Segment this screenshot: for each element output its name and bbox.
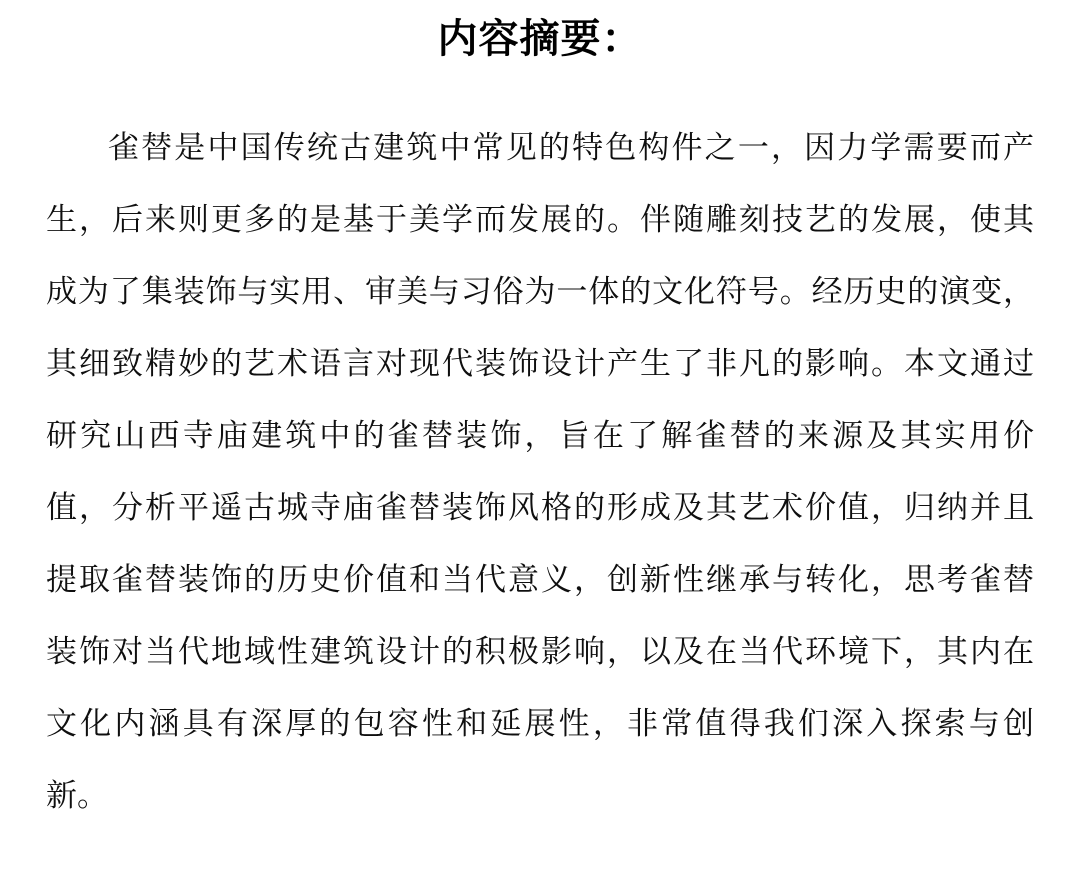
abstract-line: 新。 <box>46 778 108 813</box>
abstract-line: 装饰对当代地域性建筑设计的积极影响，以及在当代环境下，其内在 <box>46 634 1034 669</box>
page-title: 内容摘要： <box>437 17 643 61</box>
abstract-line: 雀替是中国传统古建筑中常见的特色构件之一，因力学需要而产 <box>108 130 1034 165</box>
abstract-line: 成为了集装饰与实用、审美与习俗为一体的文化符号。经历史的演变， <box>46 274 1034 309</box>
abstract-paragraph <box>46 112 1034 832</box>
abstract-line: 值，分析平遥古城寺庙雀替装饰风格的形成及其艺术价值，归纳并且 <box>46 490 1034 525</box>
abstract-line: 其细致精妙的艺术语言对现代装饰设计产生了非凡的影响。本文通过 <box>46 346 1034 381</box>
abstract-line: 提取雀替装饰的历史价值和当代意义，创新性继承与转化，思考雀替 <box>46 562 1034 597</box>
abstract-line: 生，后来则更多的是基于美学而发展的。伴随雕刻技艺的发展，使其 <box>46 202 1034 237</box>
abstract-line: 文化内涵具有深厚的包容性和延展性，非常值得我们深入探索与创 <box>46 706 1034 741</box>
abstract-line: 研究山西寺庙建筑中的雀替装饰，旨在了解雀替的来源及其实用价 <box>46 418 1034 453</box>
